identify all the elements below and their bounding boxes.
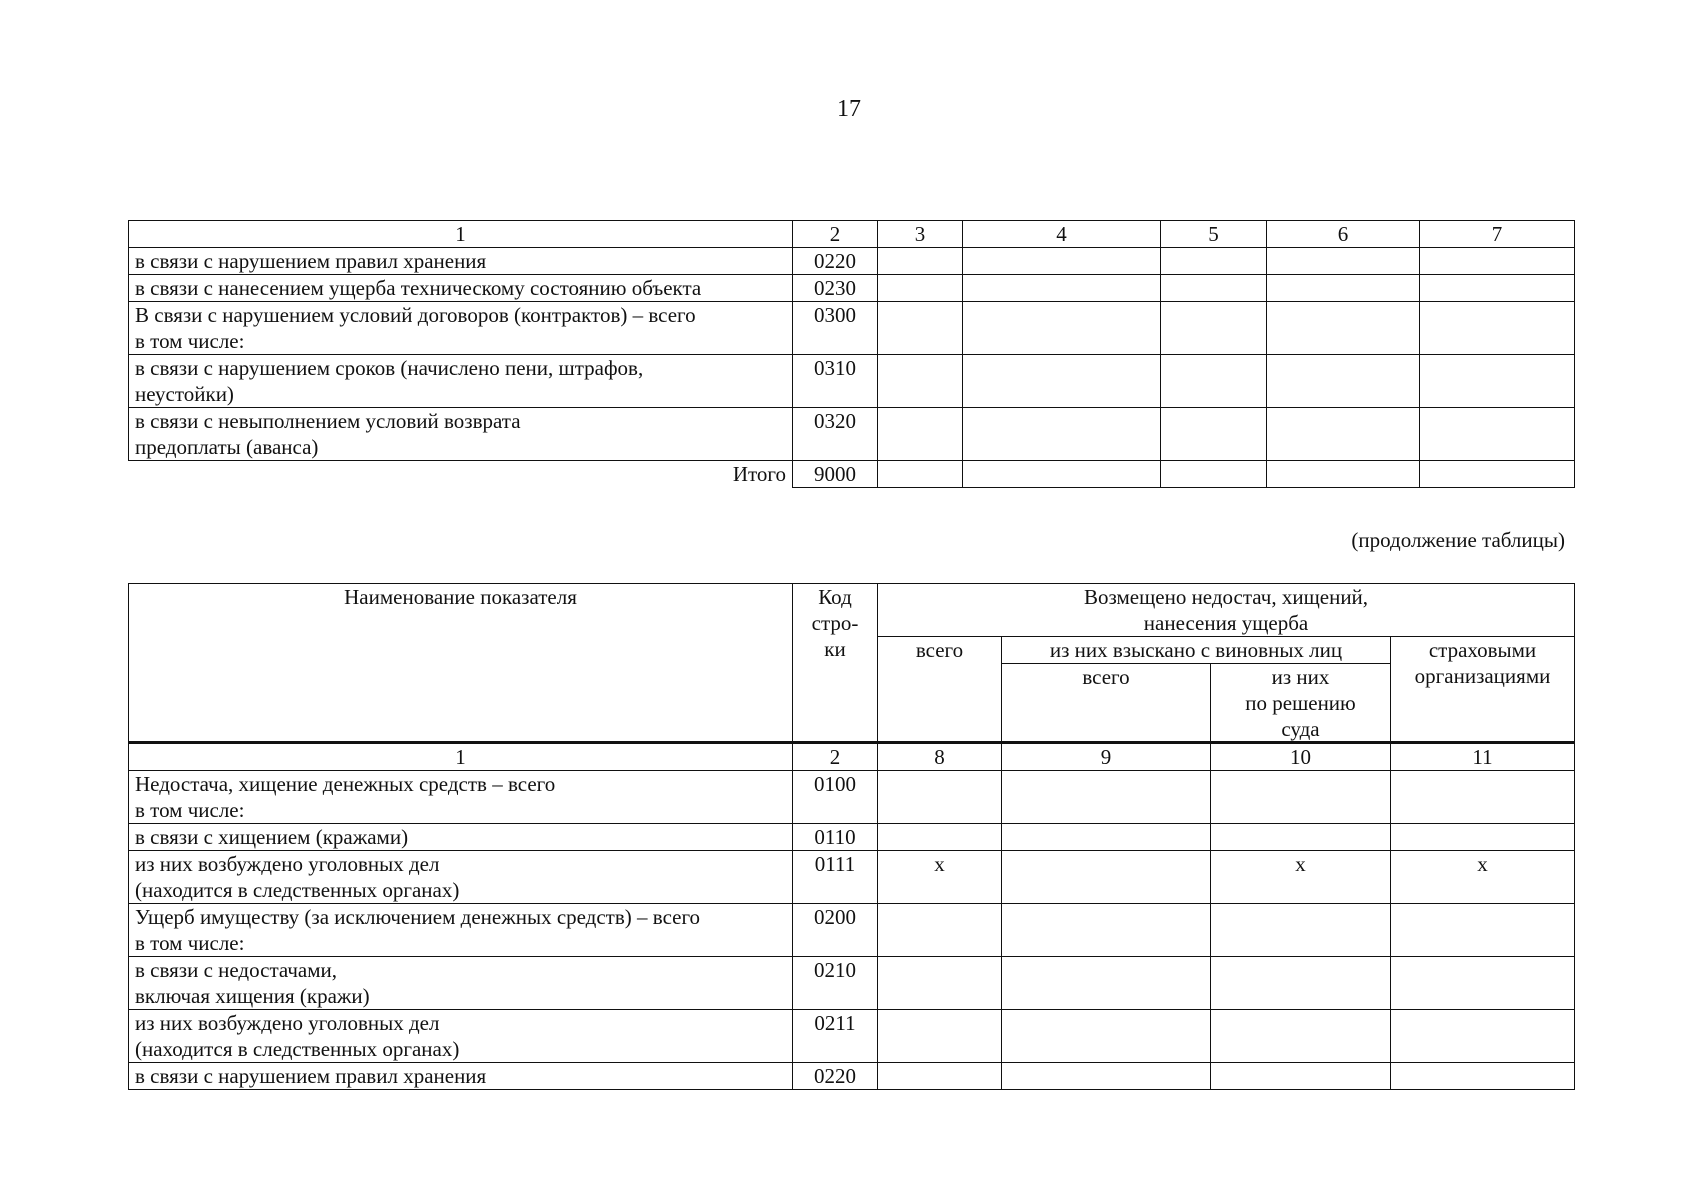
row-name: [129, 1063, 793, 1090]
value-cell: x: [1391, 851, 1575, 904]
column-number: 3: [878, 221, 963, 248]
value-cell: [963, 302, 1161, 355]
column-number: 10: [1211, 743, 1391, 771]
value-cell: [1161, 302, 1267, 355]
row-code: 0320: [793, 408, 878, 461]
row-name: [129, 275, 793, 302]
value-cell: [963, 355, 1161, 408]
row-name: [129, 851, 793, 904]
row-name: [129, 824, 793, 851]
value-cell: [878, 771, 1002, 824]
value-cell: [1002, 1063, 1211, 1090]
text-line: в связи с недостачами,: [135, 958, 338, 982]
value-cell: [963, 408, 1161, 461]
text-line: Код: [818, 585, 852, 609]
text-line: в том числе:: [135, 329, 245, 353]
value-cell: [1267, 355, 1420, 408]
value-cell: [1391, 957, 1575, 1010]
row-name: [129, 302, 793, 355]
row-code: 0230: [793, 275, 878, 302]
column-numbers-row: [129, 221, 1575, 248]
value-cell: [878, 824, 1002, 851]
value-cell: [1391, 1010, 1575, 1063]
table-row: [129, 904, 1575, 957]
text-line: нанесения ущерба: [1143, 611, 1309, 635]
text-line: организациями: [1414, 664, 1551, 688]
table-row: [129, 408, 1575, 461]
value-cell: [878, 1063, 1002, 1090]
header-from-guilty: из них взыскано с виновных лиц: [1002, 637, 1391, 664]
value-cell: [1211, 824, 1391, 851]
text-line: из них: [1271, 665, 1330, 689]
text-line: стро-: [811, 611, 859, 635]
header-by-court: [1211, 664, 1391, 743]
row-code: 0220: [793, 1063, 878, 1090]
text-line: в том числе:: [135, 931, 245, 955]
column-number: 1: [129, 221, 793, 248]
value-cell: [1161, 275, 1267, 302]
value-cell: [963, 248, 1161, 275]
header-reimbursed: [878, 584, 1575, 637]
value-cell: x: [878, 851, 1002, 904]
text-line: в связи с нарушением сроков (начислено пени, штрафов,: [135, 356, 644, 380]
row-code: 0110: [793, 824, 878, 851]
value-cell: [1267, 408, 1420, 461]
value-cell: [1391, 904, 1575, 957]
row-code: 0300: [793, 302, 878, 355]
value-cell: [1002, 1010, 1211, 1063]
text-line: суда: [1281, 717, 1320, 741]
value-cell: [878, 302, 963, 355]
table-row: [129, 302, 1575, 355]
value-cell: [1002, 904, 1211, 957]
value-cell: [1002, 771, 1211, 824]
header-total: всего: [878, 637, 1002, 743]
text-line: Возмещено недостач, хищений,: [1083, 585, 1369, 609]
value-cell: [1391, 824, 1575, 851]
value-cell: [878, 904, 1002, 957]
top-table: [128, 220, 1575, 488]
row-name: [129, 248, 793, 275]
row-code: 0210: [793, 957, 878, 1010]
value-cell: [1420, 302, 1575, 355]
value-cell: [1002, 957, 1211, 1010]
text-line: Ущерб имуществу (за исключением денежных средств) – всего: [135, 905, 701, 929]
value-cell: [878, 355, 963, 408]
text-line: (находится в следственных органах): [135, 878, 460, 902]
total-row: [129, 461, 1575, 488]
text-line: из них возбуждено уголовных дел: [135, 1011, 440, 1035]
value-cell: [1420, 461, 1575, 488]
value-cell: [878, 275, 963, 302]
column-number: 1: [129, 743, 793, 771]
table-row: [129, 355, 1575, 408]
value-cell: x: [1211, 851, 1391, 904]
text-line: В связи с нарушением условий договоров (контрактов) – всего: [135, 303, 696, 327]
value-cell: [878, 461, 963, 488]
row-code: 0211: [793, 1010, 878, 1063]
text-line: в связи с невыполнением условий возврата: [135, 409, 521, 433]
row-name: [129, 408, 793, 461]
table-row: [129, 275, 1575, 302]
row-name: [129, 771, 793, 824]
row-name: [129, 1010, 793, 1063]
table-row: [129, 851, 1575, 904]
value-cell: [1391, 1063, 1575, 1090]
text-line: Недостача, хищение денежных средств – всего: [135, 772, 556, 796]
text-line: в связи с хищением (кражами): [135, 825, 409, 849]
value-cell: [1161, 408, 1267, 461]
value-cell: [1391, 771, 1575, 824]
value-cell: [963, 275, 1161, 302]
continuation-note: (продолжение таблицы): [1351, 528, 1565, 552]
table-row: [129, 1010, 1575, 1063]
text-line: ки: [824, 637, 846, 661]
text-line: (находится в следственных органах): [135, 1037, 460, 1061]
table-row: [129, 1063, 1575, 1090]
column-number: 2: [793, 743, 878, 771]
value-cell: [1002, 824, 1211, 851]
column-number: 9: [1002, 743, 1211, 771]
header-from-guilty-total: всего: [1002, 664, 1211, 743]
row-code: 0111: [793, 851, 878, 904]
value-cell: [1267, 461, 1420, 488]
text-line: в том числе:: [135, 798, 245, 822]
text-line: из них возбуждено уголовных дел: [135, 852, 440, 876]
value-cell: [1420, 275, 1575, 302]
header-row-code: [793, 584, 878, 743]
value-cell: [1161, 461, 1267, 488]
value-cell: [1161, 355, 1267, 408]
column-number: 6: [1267, 221, 1420, 248]
column-number: 8: [878, 743, 1002, 771]
row-code: 0220: [793, 248, 878, 275]
column-number: 2: [793, 221, 878, 248]
text-line: страховыми: [1428, 638, 1537, 662]
value-cell: [878, 408, 963, 461]
column-number: 4: [963, 221, 1161, 248]
row-code: 0310: [793, 355, 878, 408]
value-cell: [1211, 771, 1391, 824]
row-code: 0100: [793, 771, 878, 824]
header-indicator-name: Наименование показателя: [129, 584, 793, 743]
column-number: 7: [1420, 221, 1575, 248]
column-number: 11: [1391, 743, 1575, 771]
total-code: 9000: [793, 461, 878, 488]
value-cell: [1211, 1010, 1391, 1063]
column-number: 5: [1161, 221, 1267, 248]
table-row: [129, 771, 1575, 824]
value-cell: [878, 248, 963, 275]
value-cell: [1267, 302, 1420, 355]
value-cell: [1161, 248, 1267, 275]
value-cell: [1211, 957, 1391, 1010]
row-name: [129, 957, 793, 1010]
table-row: [129, 248, 1575, 275]
value-cell: [1420, 408, 1575, 461]
header-insurance: [1391, 637, 1575, 743]
table-row: [129, 824, 1575, 851]
value-cell: [1420, 248, 1575, 275]
total-label: Итого: [129, 461, 793, 488]
column-numbers-row: [129, 743, 1575, 771]
value-cell: [878, 1010, 1002, 1063]
value-cell: [1420, 355, 1575, 408]
bottom-table: [128, 583, 1575, 1090]
text-line: предоплаты (аванса): [135, 435, 319, 459]
text-line: по решению: [1245, 691, 1356, 715]
row-code: 0200: [793, 904, 878, 957]
table-row: [129, 957, 1575, 1010]
text-line: включая хищения (кражи): [135, 984, 370, 1008]
text-line: в связи с нарушением правил хранения: [135, 249, 487, 273]
value-cell: [1267, 275, 1420, 302]
text-line: в связи с нарушением правил хранения: [135, 1064, 487, 1088]
value-cell: [1211, 904, 1391, 957]
value-cell: [963, 461, 1161, 488]
row-name: [129, 355, 793, 408]
text-line: неустойки): [135, 382, 234, 406]
value-cell: [878, 957, 1002, 1010]
value-cell: [1002, 851, 1211, 904]
row-name: [129, 904, 793, 957]
value-cell: [1267, 248, 1420, 275]
value-cell: [1211, 1063, 1391, 1090]
page-number: 17: [837, 96, 861, 122]
text-line: в связи с нанесением ущерба техническому состоянию объекта: [135, 276, 702, 300]
